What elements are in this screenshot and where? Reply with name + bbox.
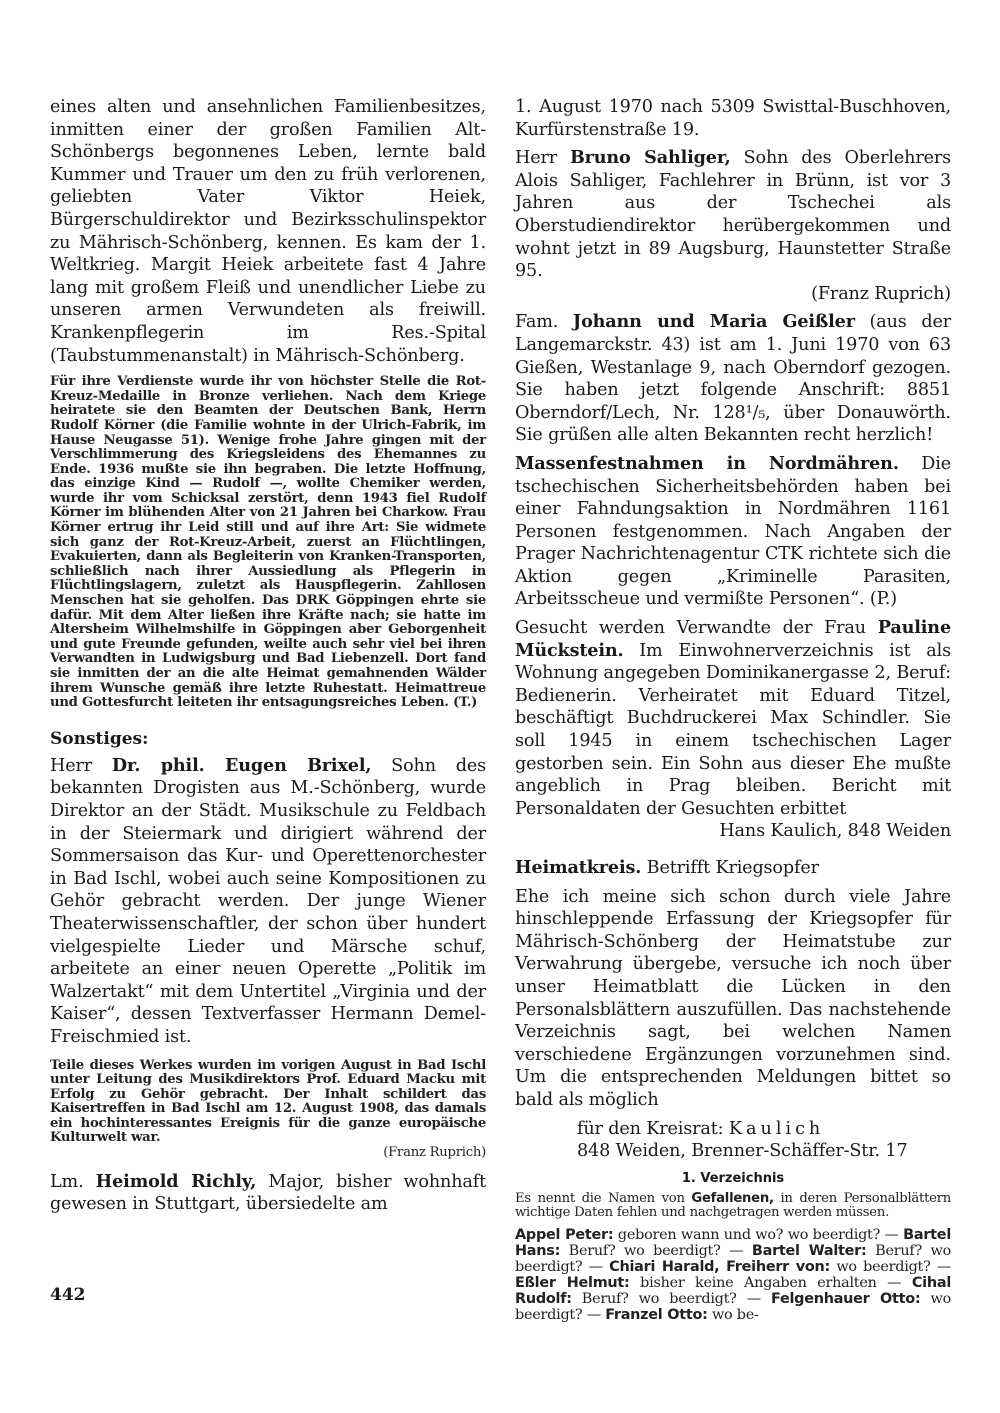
mueckstein-name: Pauline Mückstein.	[515, 617, 951, 661]
entry-name: Bartel Hans:	[515, 1226, 952, 1259]
richly-text: Major, bisher wohnhaft gewesen in Stuttgart, übersiedelte am	[50, 1171, 486, 1215]
verzeichnis-intro-name: Gefallenen,	[691, 1190, 774, 1206]
section-heading-sonstiges: Sonstiges:	[50, 728, 149, 749]
article-brixel	[50, 755, 486, 1049]
mueckstein-prefix: Gesucht werden Verwandte der Frau	[515, 618, 878, 639]
obituary-small-text: Für ihre Verdienste wurde ihr von höchster Stelle die Rot-Kreuz-Medaille in Bronze verliehen. Nach dem Kriege heiratete sie den Beamten der Deutschen Bank, Herrn Rudolf Körner (die Familie wohnte in der Ulrich-Fabrik, im Hause Neugasse 51). Wenige frohe Jahre gingen mit der Verschlimmerung des Kriegsleidens des Ehemannes zu Ende. 1936 mußte sie ihn begraben. Die letzte Hoffnung, das einzige Kind — Rudolf —, wollte Chemiker werden, wurde ihr vom Schicksal zerstört, denn 1943 fiel Rudolf Körner im blühenden Alter von 21 Jahren bei Charkow. Frau Körner ertrug ihr Leid still und auf ihre Art: Sie widmete sich ganz der Rot-Kreuz-Arbeit, zuerst an Flüchtlingen, Evakuierten, dann als Begleiterin von Kranken-Transporten, schließlich nach ihrer Aussiedlung als Pflegerin in Flüchtlingslagern, zuletzt als Hauspflegerin. Zahllosen Menschen hat sie geholfen. Das DRK Göppingen ehrte sie dafür. Mit dem Alter ließen ihre Kräfte nach; sie hatte im Altersheim Wilhelmshilfe in Göppingen aber Geborgenheit und gute Freunde gefunden, weilte auch sehr viel bei ihren Verwandten in Ludwigsburg und Bad Liebenzell. Dort fand sie inmitten der an die alte Heimat gemahnenden Wälder ihrem Wunsche gemäß ihre letzte Ruhestatt. Heimattreue und Gottesfurcht leiteten ihr entsagungsreiches Leben. (T.)	[50, 374, 486, 711]
signature-address: 848 Weiden, Brenner-Schäffer-Str. 17	[577, 1141, 908, 1162]
entry-text: wo be-	[707, 1306, 759, 1323]
page-number: 442	[50, 1285, 86, 1305]
heimatkreis-name: Heimatkreis.	[515, 857, 642, 878]
richly-continuation: 1. August 1970 nach 5309 Swisttal-Buschhoven, Kurfürstenstraße 19.	[515, 97, 951, 140]
mueckstein-text: Im Einwohnerverzeichnis ist als Wohnung angegeben Dominikanergasse 2, Beruf: Bedienerin. Verheiratet mit Eduard Titzel, beschäftigt Buchdruckerei Max Schindler. Sie soll 1945 in einem tschechischen Lager gestorben sein. Ein Sohn aus dieser Ehe mußte angeblich in Prag bleiben. Bericht mit Personaldaten der Gesuchten erbittet	[515, 640, 951, 819]
massen-headline: Massenfestnahmen in Nordmähren.	[515, 452, 899, 474]
article-heimatkreis-heading	[515, 857, 951, 880]
verzeichnis-intro	[515, 1192, 951, 1221]
entry-text: wo beerdigt? —	[830, 1258, 951, 1275]
geissler-name: Johann und Maria Geißler	[572, 311, 855, 333]
article-geissler	[515, 311, 951, 447]
richly-prefix: Lm.	[50, 1171, 96, 1192]
richly-name: Heimold Richly,	[95, 1170, 257, 1192]
verzeichnis-intro-text: in deren Personalblättern wichtige Daten fehlen und nachgetragen werden müssen.	[515, 1190, 951, 1221]
entry-name: Chiari Harald, Freiherr von:	[609, 1258, 831, 1275]
entry-text: wo beerdigt? —	[515, 1290, 951, 1323]
article-richly	[50, 1171, 486, 1216]
entry	[609, 1259, 951, 1275]
sahliger-text: Sohn des Oberlehrers Alois Sahliger, Fachlehrer in Brünn, ist vor 3 Jahren aus der Tschechei als Oberstudiendirektor herübergekommen und wohnt jetzt in 89 Augsburg, Haunstetter Straße 95.	[515, 148, 951, 282]
entry-text: Beruf? wo beerdigt? —	[571, 1290, 771, 1307]
signature-kreisrat	[515, 1118, 951, 1141]
heimatkreis-body: Ehe ich meine sich schon durch viele Jahre hinschleppende Erfassung der Kriegsopfer für Mährisch-Schönberg der Heimatstube zur Verwahrung übergebe, versuche ich noch über unser Heimatblatt die Lücken in den Personalsblättern auszufüllen. Das nachstehende Verzeichnis sagt, bei welchen Namen verschiedene Ergänzungen vorzunehmen sind. Um die entsprechenden Meldungen bittet so bald als möglich	[515, 886, 951, 1110]
signature-name: Kaulich	[728, 1118, 825, 1139]
entry-name: Cihal Rudolf:	[515, 1274, 952, 1307]
entry-text: Beruf? wo beerdigt? —	[515, 1242, 951, 1275]
article-massenfestnahmen	[515, 453, 951, 611]
verzeichnis-title: 1. Verzeichnis	[681, 1170, 785, 1186]
entry-name: Bartel Walter:	[751, 1242, 867, 1259]
sahliger-prefix: Herr	[515, 148, 570, 169]
sahliger-signature: (Franz Ruprich)	[811, 283, 951, 304]
signature-prefix: für den Kreisrat:	[577, 1118, 729, 1139]
mueckstein-signature: Hans Kaulich, 848 Weiden	[719, 821, 951, 842]
article-mueckstein	[515, 617, 951, 820]
verzeichnis-entries	[515, 1227, 951, 1323]
sahliger-name: Bruno Sahliger,	[569, 147, 731, 169]
article-sahliger	[515, 147, 951, 283]
entry-name: Franzel Otto:	[605, 1306, 708, 1323]
entry-text: Beruf? wo beerdigt? —	[560, 1242, 752, 1259]
verzeichnis-intro-prefix: Es nennt die Namen von	[515, 1190, 692, 1206]
massen-text: Die tschechischen Sicherheitsbehörden haben bei einer Fahndungsaktion in Nordmähren 1161 Personen festgenommen. Nach Angaben der Prager Nachrichtenagentur CTK richtete sich die Aktion gegen „Kriminelle Parasiten, Arbeitsscheue und vermißte Personen“. (P.)	[515, 453, 952, 610]
entry-name: Appel Peter:	[515, 1226, 614, 1243]
obituary-intro: eines alten und ansehnlichen Familienbesitzes, inmitten einer der großen Familien Alt-Schönbergs begonnenes Leben, lernte bald Kummer und Trauer um den zu früh verlorenen, geliebten Vater Viktor Heiek, Bürgerschuldirektor und Bezirksschulinspektor zu Mährisch-Schönberg, kennen. Es kam der 1. Weltkrieg. Margit Heiek arbeitete fast 4 Jahre lang mit großem Fleiß und unendlicher Liebe zu unseren armen Verwundeten als freiwill. Krankenpflegerin im Res.-Spital (Taubstummenanstalt) in Mährisch-Schönberg.	[50, 97, 486, 366]
brixel-signature: (Franz Ruprich)	[383, 1145, 486, 1161]
heimatkreis-subject: Betrifft Kriegsopfer	[641, 858, 819, 878]
entry-name: Felgenhauer Otto:	[770, 1290, 921, 1307]
geissler-text: (aus der Langemarckstr. 43) ist am 1. Juni 1970 von 63 Gießen, Westanlage 9, nach Oberndorf gezogen. Sie haben jetzt folgende Anschrift: 8851 Oberndorf/Lech, Nr. 128¹/₅, über Donauwörth. Sie grüßen alle alten Bekannten recht herzlich!	[515, 312, 951, 446]
entry-text: geboren wann und wo? wo beerdigt? —	[613, 1226, 904, 1243]
entry	[605, 1307, 758, 1323]
brixel-name: Dr. phil. Eugen Brixel,	[111, 754, 372, 776]
brixel-prefix: Herr	[50, 755, 112, 776]
entry	[515, 1275, 912, 1291]
left-column	[50, 96, 486, 1216]
entry-text: bisher keine Angaben erhalten —	[629, 1274, 912, 1291]
brixel-text: Sohn des bekannten Drogisten aus M.-Schönberg, wurde Direktor an der Städt. Musikschule zu Feldbach in der Steiermark und dirigiert während der Sommersaison das Kur- und Operettenorchester in Bad Ischl, wobei auch seine Kompositionen zu Gehör gebracht werden. Der junge Wiener Theaterwissenschaftler, der schon über hundert vielgespielte Lieder und Märsche schuf, arbeitete an einer neuen Operette „Politik im Walzertakt“ mit dem Untertitel „Virginia und der Kaiser“, dessen Textverfasser Hermann Demel-Freischmied ist.	[50, 755, 486, 1047]
entry	[515, 1227, 903, 1243]
right-column	[515, 96, 951, 1323]
geissler-prefix: Fam.	[515, 312, 573, 333]
entry-name: Eßler Helmut:	[515, 1274, 630, 1291]
brixel-small-text: Teile dieses Werkes wurden im vorigen August in Bad Ischl unter Leitung des Musikdirektors Prof. Eduard Macku mit Erfolg zu Gehör gebracht. Der Inhalt schildert das Kaisertreffen in Bad Ischl am 12. August 1908, das damals ein hochinteressantes Ereignis für die ganze europäische Kulturwelt war.	[50, 1057, 486, 1146]
